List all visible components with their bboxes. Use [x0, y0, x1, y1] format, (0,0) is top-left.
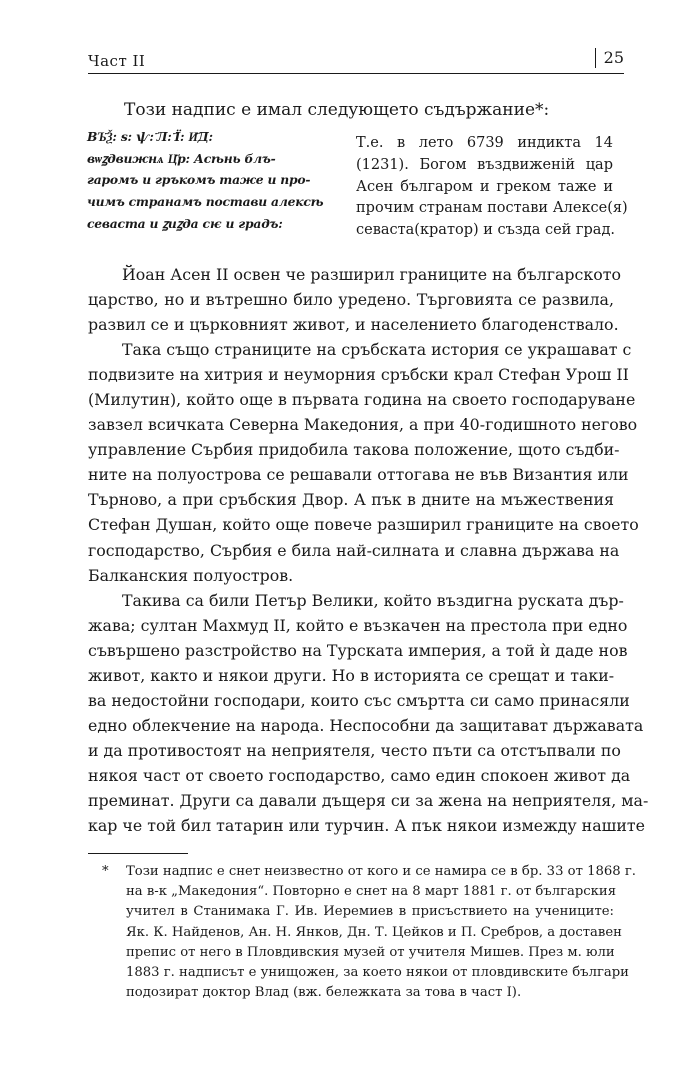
- text-line: Стефан Душан, който още повече разширил границите на своето: [88, 515, 639, 535]
- header-rule: [88, 73, 624, 74]
- translation-line: Т.е. в лето 6739 индикта 14: [356, 135, 613, 151]
- text-line: Балканския полуостров.: [88, 565, 294, 585]
- inscription-block: [87, 126, 342, 235]
- footnote-marker: *: [102, 864, 109, 879]
- footnote-line: препис от него в Пловдивския музей от учителя Мишев. През м. юли: [126, 944, 615, 960]
- footnote-line: учител в Станимака Г. Ив. Иеремиев в присъствието на учениците:: [126, 904, 614, 920]
- text-line: кар че той бил татарин или турчин. А пък някои измежду нашите: [88, 816, 645, 836]
- paragraph-1: [88, 262, 621, 337]
- text-line: Йоан Асен II освен че разширил границите на българското: [122, 265, 621, 284]
- translation-line: прочим странам постави Алексе(я): [356, 200, 628, 217]
- text-line: ва недостойни господари, които със смъртта си само принасяли: [88, 690, 630, 710]
- text-line: подвизите на хитрия и неуморния сръбски крал Стефан Урош II: [88, 365, 629, 385]
- footnote: [88, 862, 636, 1003]
- text-line: и да противостоят на неприятеля, често пъти са отстъпвали по: [88, 740, 621, 760]
- page-number: 25: [595, 48, 624, 68]
- text-line: Така също страниците на сръбската история се украшават с: [122, 340, 632, 360]
- text-line: някоя част от своето господарство, само един спокоен живот да: [88, 765, 631, 785]
- text-line: едно облекчение на народа. Неспособни да защитават държавата: [88, 715, 644, 735]
- inscription-line: чимъ странамъ постави алексѣ: [87, 194, 324, 210]
- body-text: [88, 262, 649, 838]
- text-line: развил се и църковният живот, и населението благоденствало.: [88, 315, 619, 335]
- text-line: завзел всичката Северна Македония, а при 40-годишното негово: [88, 415, 638, 435]
- text-line: управление Сърбия придобила такова положение, щото съдби-: [88, 440, 620, 460]
- footnote-rule: [88, 853, 188, 854]
- translation-line: севаста(кратор) и създа сей град.: [356, 222, 615, 239]
- intro-line: Този надпис е имал следующето съдържание*:: [124, 100, 550, 120]
- text-line: царство, но и вътрешно било уредено. Търговията се развила,: [88, 290, 614, 310]
- footnote-line: Този надпис е снет неизвестно от кого и се намира се в бр. 33 от 1868 г.: [126, 864, 636, 879]
- text-line: живот, както и някои други. Но в историята се срещат и таки-: [88, 665, 615, 685]
- text-line: Такива са били Петър Велики, който въздигна руската дър-: [122, 590, 624, 610]
- paragraph-3: [88, 588, 649, 838]
- footnote-line: подозират доктор Влад (вж. бележката за това в част I).: [126, 985, 522, 1001]
- footnote-line: на в-к „Македония“. Повторно е снет на 8 март 1881 г. от българския: [126, 884, 617, 900]
- text-line: ните на полуострова се решавали оттогава не във Византия или: [88, 465, 629, 485]
- footnote-line: 1883 г. надписът е унищожен, за което някои от пловдивските българи: [126, 965, 629, 981]
- part-title: Част II: [88, 52, 146, 70]
- inscription-line: вѡꙁдвижнѧ Ц҃р: Асѣнь блъ-: [87, 150, 276, 166]
- text-line: преминат. Други са давали дъщеря си за жена на неприятеля, ма-: [88, 790, 649, 810]
- text-line: Търново, а при сръбския Двор. А пък в дните на мъжествения: [88, 490, 614, 510]
- text-line: (Милутин), който още в първата година на своето господаруване: [88, 390, 636, 410]
- inscription-line: ВЪ҃Ѯ: ѕ: ѱ: ҃Л: ҃Ї: И҃Д:: [87, 129, 213, 144]
- text-line: господарство, Сърбия е била най-силната и славна държава на: [88, 540, 620, 560]
- text-line: съвършено разстройство на Турската империя, а той ѝ даде нов: [88, 640, 628, 660]
- translation-line: Асен българом и греком таже и: [356, 178, 613, 195]
- footnote-line: Як. К. Найденов, Ан. Н. Янков, Дн. Т. Цейков и П. Сребров, а доставен: [126, 924, 622, 940]
- translation-line: (1231). Богом въздвиженій цар: [356, 156, 613, 173]
- paragraph-2: [88, 337, 639, 587]
- translation-block: [356, 133, 628, 242]
- text-line: жава; султан Махмуд II, който е възкачен на престола при едно: [88, 615, 628, 635]
- inscription-line: севаста и ꙁиꙁда сѥ и градъ:: [87, 215, 283, 231]
- inscription-line: гаромъ и гръкомъ таже и про-: [87, 172, 311, 188]
- running-header: [88, 46, 624, 76]
